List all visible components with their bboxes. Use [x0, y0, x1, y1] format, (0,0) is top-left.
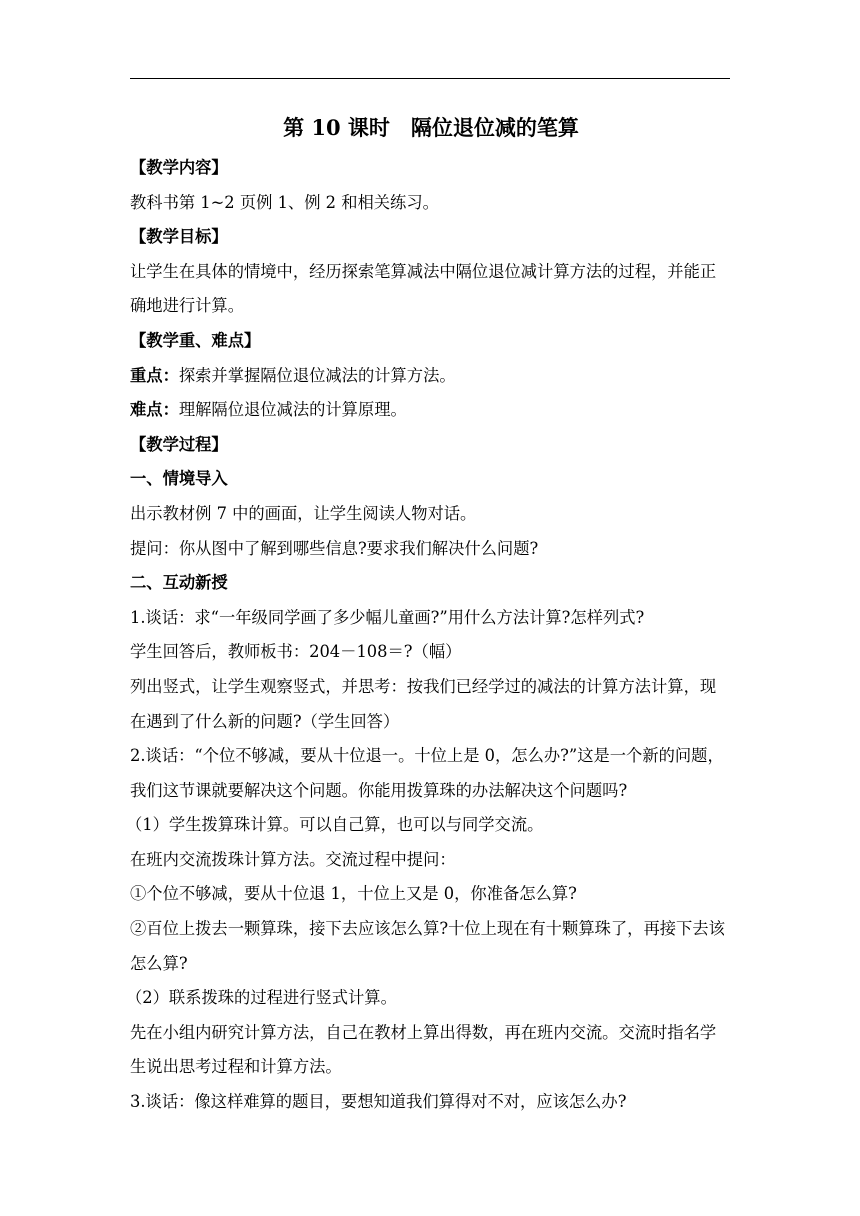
document-body: [126, 108, 732, 1120]
paragraph: [130, 739, 732, 808]
paragraph-text: 让学生在具体的情境中，经历探索笔算减法中隔位退位减计算方法的过程，并能正确地进行计算。: [130, 261, 717, 316]
bold-lead: 【教学内容】: [130, 158, 228, 177]
paragraph-text: 先在小组内研究计算方法，自己在教材上算出得数，再在班内交流。交流时指名学生说出思考过程和计算方法。: [130, 1022, 717, 1077]
paragraph: [130, 635, 732, 670]
paragraph-text: 教科书第 1~2 页例 1、例 2 和相关练习。: [130, 192, 439, 212]
paragraph: [126, 981, 732, 1016]
paragraph-text: 理解隔位退位减法的计算原理。: [178, 400, 407, 420]
paragraph: [130, 670, 732, 739]
section-heading-objectives: [130, 220, 732, 255]
paragraph: [130, 497, 732, 532]
paragraph-text: 2.谈话：“个位不够减，要从十位退一。十位上是 0，怎么办?”这是一个新的问题，我们这节课就要解决这个问题。你能用拨算珠的办法解决这个问题吗?: [130, 746, 724, 800]
paragraph-text: （2）联系拨珠的过程进行竖式计算。: [126, 988, 397, 1008]
paragraph: [130, 1085, 732, 1120]
paragraph-text: 3.谈话：像这样难算的题目，要想知道我们算得对不对，应该怎么办?: [130, 1092, 627, 1112]
bold-lead: 重点：: [130, 365, 179, 385]
section-heading-content: [130, 151, 732, 186]
paragraph-text: 1.谈话：求“一年级同学画了多少幅儿童画?”用什么方法计算?怎样列式?: [130, 607, 645, 627]
paragraph: [130, 532, 732, 567]
paragraph: [130, 255, 732, 324]
paragraph-text: 探索并掌握隔位退位减法的计算方法。: [178, 365, 456, 385]
paragraph-difficulty: [130, 393, 732, 428]
paragraph: [130, 601, 732, 636]
paragraph-text: 在班内交流拨珠计算方法。交流过程中提问：: [130, 849, 456, 869]
paragraph: [130, 912, 732, 981]
paragraph: [130, 877, 732, 912]
page-title: 第 10 课时 隔位退位减的笔算: [283, 115, 579, 140]
header-rule: [130, 78, 730, 79]
paragraph-text: 列出竖式，让学生观察竖式，并思考：按我们已经学过的减法的计算方法计算，现在遇到了什么新的问题?（学生回答）: [130, 676, 717, 731]
paragraph-key-point: [130, 359, 732, 394]
paragraph-text: 出示教材例 7 中的画面，让学生阅读人物对话。: [130, 503, 477, 523]
bold-lead: 一、情境导入: [130, 469, 228, 489]
paragraph-text: 提问：你从图中了解到哪些信息?要求我们解决什么问题?: [130, 538, 539, 558]
paragraph: [130, 1016, 732, 1085]
bold-lead: 【教学目标】: [130, 227, 228, 247]
bold-lead: 二、互动新授: [130, 573, 228, 593]
paragraph-text: （1）学生拨算珠计算。可以自己算，也可以与同学交流。: [126, 815, 544, 835]
subheading-new-lesson: [130, 566, 732, 601]
paragraph-text: ②百位上拨去一颗算珠，接下去应该怎么算?十位上现在有十颗算珠了，再接下去该怎么算?: [130, 919, 725, 973]
bold-lead: 【教学重、难点】: [130, 330, 261, 350]
paragraph: [126, 808, 732, 843]
paragraph-text: 学生回答后，教师板书：204－108＝?（幅）: [130, 642, 462, 662]
bold-lead: 【教学过程】: [130, 434, 228, 454]
subheading-introduction: [130, 462, 732, 497]
bold-lead: 难点：: [130, 400, 179, 420]
section-heading-process: [130, 428, 732, 463]
paragraph: [130, 186, 732, 221]
section-heading-key-points: [130, 324, 732, 359]
paragraph: [130, 843, 732, 878]
paragraph-text: ①个位不够减，要从十位退 1，十位上又是 0，你准备怎么算?: [130, 884, 577, 904]
